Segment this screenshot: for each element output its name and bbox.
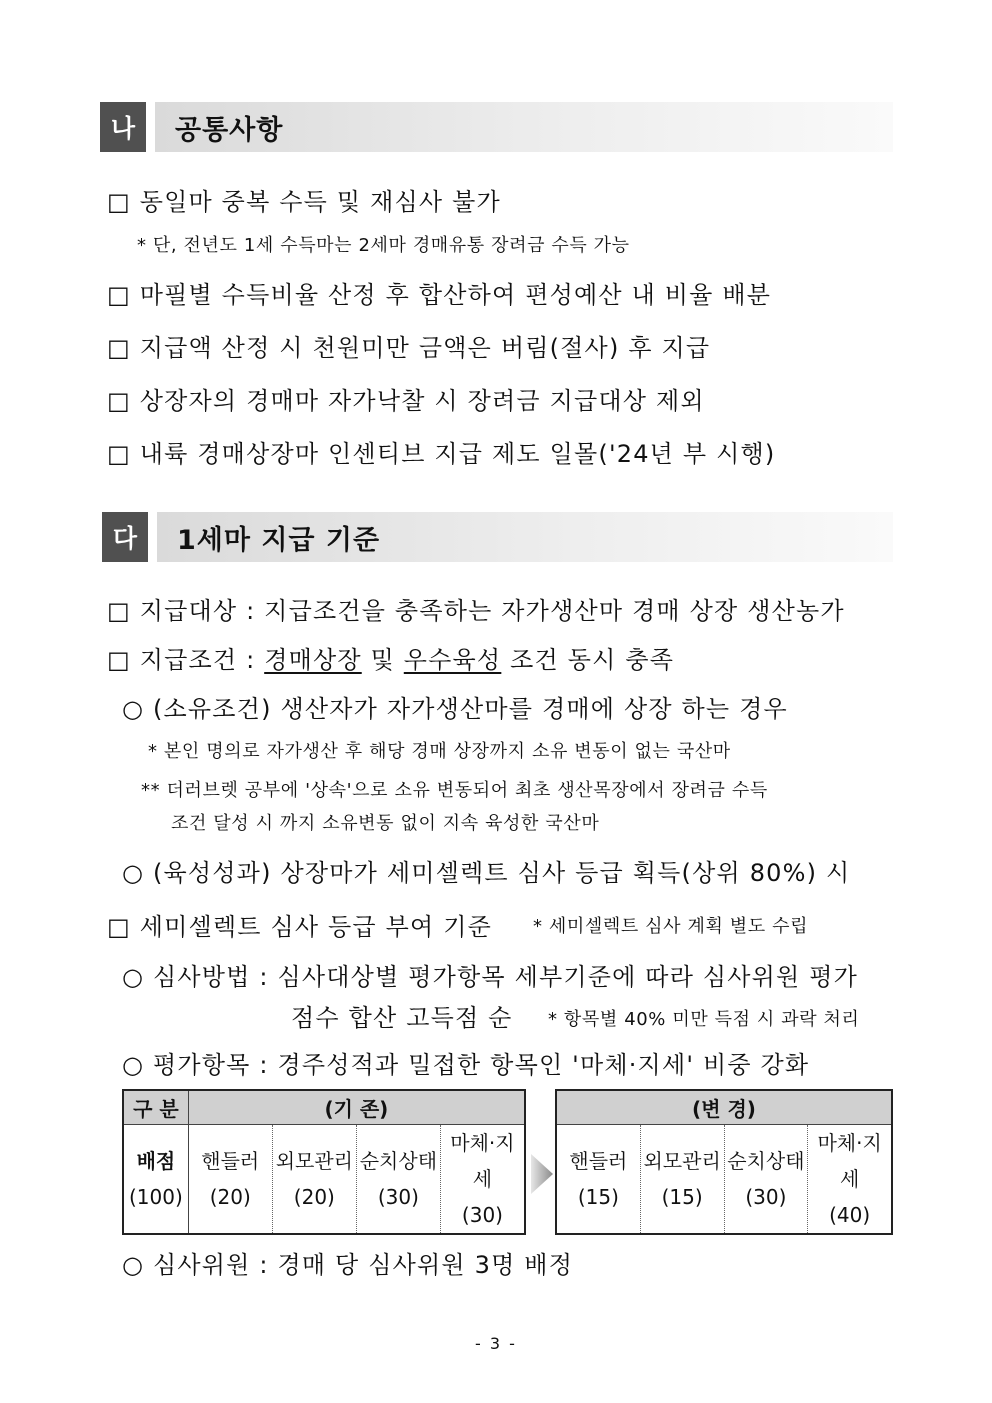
score-cell — [808, 1125, 892, 1235]
condition-mid: 및 — [361, 646, 404, 674]
score-cell — [556, 1125, 640, 1235]
score-cell — [188, 1125, 272, 1235]
note-text: * 본인 명의로 자가생산 후 해당 경매 상장까지 소유 변동이 없는 국산마 — [148, 741, 731, 762]
payment-target: □ 지급대상 : 지급조건을 충족하는 자가생산마 경매 상장 생산농가 — [107, 597, 845, 625]
section-badge-na: 나 — [100, 102, 146, 152]
condition-suffix: 조건 동시 충족 — [501, 646, 675, 674]
review-method-cont: 점수 합산 고득점 순 — [291, 1004, 513, 1032]
item-score: (30) — [461, 1203, 503, 1227]
score-cell — [724, 1125, 808, 1235]
item-name: 마체·지세 — [817, 1131, 882, 1191]
division-header: 구 분 — [123, 1090, 188, 1125]
item-score: (20) — [293, 1185, 335, 1209]
score-total: (100) — [128, 1185, 183, 1209]
score-cell — [640, 1125, 724, 1235]
item-score: (15) — [577, 1185, 619, 1209]
list-item: □ 지급액 산정 시 천원미만 금액은 버림(절사) 후 지급 — [107, 334, 711, 362]
condition-raising: 우수육성 — [403, 646, 502, 674]
page-number: - 3 - — [475, 1334, 517, 1353]
grade-criteria-title: □ 세미셀렉트 심사 등급 부여 기준 — [107, 913, 493, 941]
score-cell — [440, 1125, 525, 1235]
ownership-condition: ○ (소유조건) 생산자가 자가생산마를 경매에 상장 하는 경우 — [122, 695, 788, 723]
list-item: □ 내륙 경매상장마 인센티브 지급 제도 일몰('24년 부 시행) — [107, 440, 776, 468]
item-score: (20) — [209, 1185, 251, 1209]
payment-condition — [107, 640, 674, 675]
judges-info: ○ 심사위원 : 경매 당 심사위원 3명 배정 — [122, 1251, 574, 1279]
note-text: * 단, 전년도 1세 수득마는 2세마 경매유통 장려금 수득 가능 — [137, 235, 630, 256]
item-name: 외모관리 — [275, 1149, 353, 1173]
list-item: □ 동일마 중복 수득 및 재심사 불가 — [107, 188, 501, 216]
section-title-criteria: 1세마 지급 기준 — [177, 524, 381, 556]
list-item: □ 상장자의 경매마 자가낙찰 시 장려금 지급대상 제외 — [107, 387, 705, 415]
item-name: 순치상태 — [359, 1149, 438, 1173]
item-name: 순치상태 — [727, 1149, 805, 1173]
score-label-cell — [123, 1125, 188, 1235]
note-text: 조건 달성 시 까지 소유변동 없이 지속 육성한 국산마 — [171, 813, 600, 834]
section-header-criteria — [157, 512, 893, 562]
condition-prefix: □ 지급조건 : — [107, 646, 265, 674]
item-score: (30) — [377, 1185, 419, 1209]
item-name: 핸들러 — [569, 1149, 628, 1173]
note-text: ** 더러브렛 공부에 '상속'으로 소유 변동되어 최초 생산목장에서 장려금 수득 — [141, 780, 768, 801]
score-cell — [356, 1125, 440, 1235]
condition-auction: 경매상장 — [264, 646, 362, 674]
changed-header: (변 경) — [556, 1090, 892, 1125]
section-header-common — [155, 102, 893, 152]
section-title-common: 공통사항 — [175, 114, 284, 146]
review-method: ○ 심사방법 : 심사대상별 평가항목 세부기준에 따라 심사위원 평가 — [122, 963, 859, 991]
item-score: (15) — [661, 1185, 703, 1209]
item-score: (40) — [829, 1203, 871, 1227]
section-badge-da: 다 — [102, 512, 148, 562]
note-text: * 세미셀렉트 심사 계획 별도 수립 — [533, 916, 809, 937]
list-item: □ 마필별 수득비율 산정 후 합산하여 편성예산 내 비율 배분 — [107, 281, 772, 309]
item-score: (30) — [745, 1185, 787, 1209]
note-text: * 항목별 40% 미만 득점 시 과락 처리 — [548, 1009, 860, 1030]
score-label: 배점 — [136, 1149, 176, 1173]
item-name: 핸들러 — [201, 1149, 260, 1173]
item-name: 마체·지세 — [450, 1131, 515, 1191]
changed-score-table — [555, 1089, 893, 1235]
arrow-right-icon — [529, 1148, 555, 1200]
raising-condition: ○ (육성성과) 상장마가 세미셀렉트 심사 등급 획득(상위 80%) 시 — [122, 859, 851, 887]
score-cell — [272, 1125, 356, 1235]
existing-score-table — [122, 1089, 526, 1235]
existing-header: (기 존) — [188, 1090, 525, 1125]
item-name: 외모관리 — [643, 1149, 721, 1173]
evaluation-items: ○ 평가항목 : 경주성적과 밀접한 항목인 '마체·지세' 비중 강화 — [122, 1051, 810, 1079]
